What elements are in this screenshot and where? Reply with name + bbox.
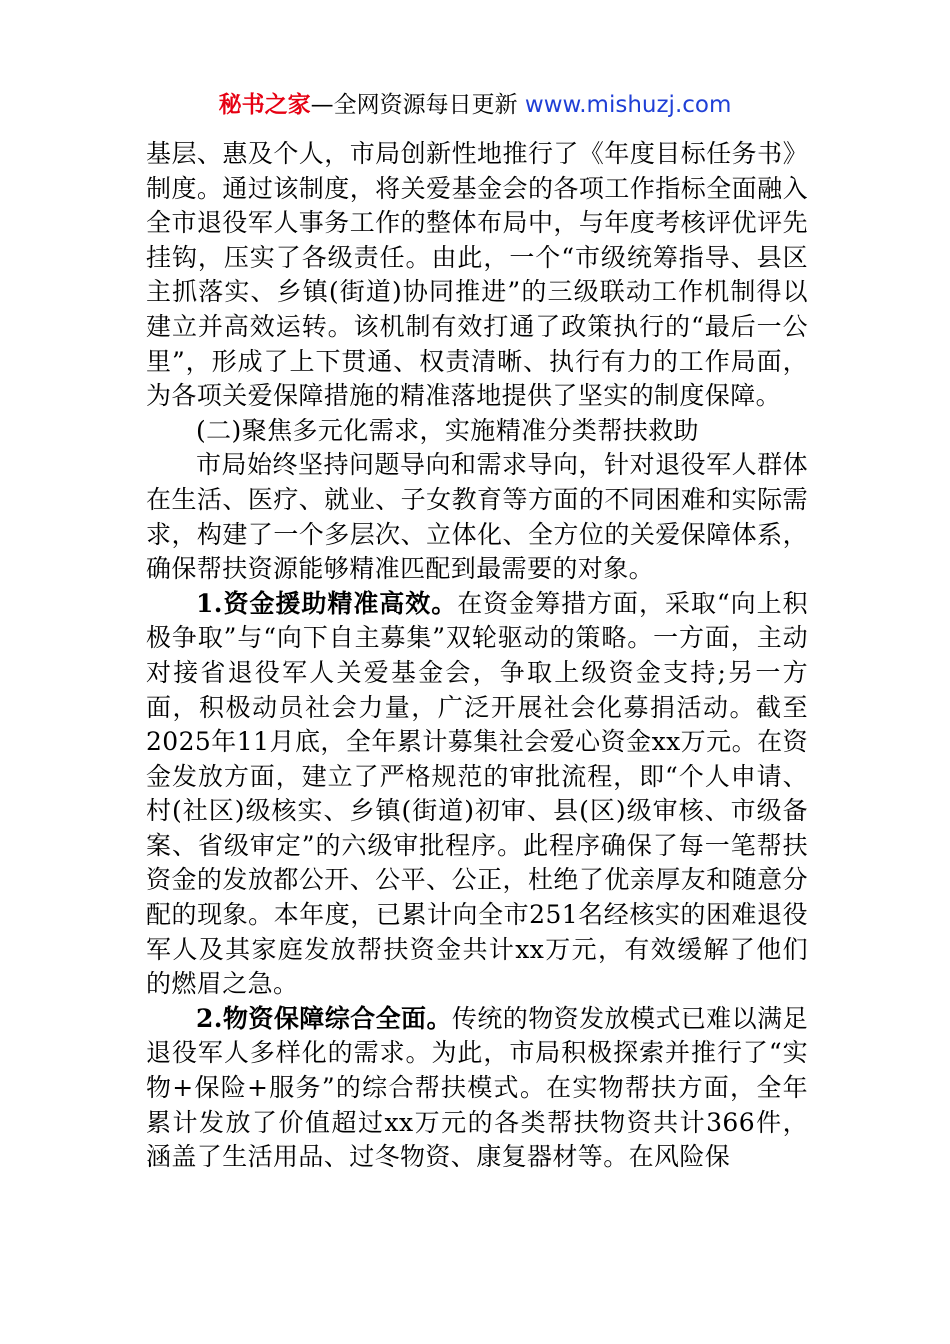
brand-name: 秘书之家 [218,92,311,118]
section-heading [146,414,808,449]
document-body [146,137,808,1175]
paragraph-text: 在资金筹措方面，采取“向上积极争取”与“向下自主募集”双轮驱动的策略。一方面，主动对接省退役军人关爱基金会，争取上级资金支持;另一方面，积极动员社会力量，广泛开展社会化募捐活动。截至2025年11月底，全年累计募集社会爱心资金xx万元。在资金发放方面，建立了严格规范的审批流程，即“个人申请、村(社区)级核实、乡镇(街道)初审、县(区)级审核、市级备案、省级审定”的六级审批程序。此程序确保了每一笔帮扶资金的发放都公开、公平、公正，杜绝了优亲厚友和随意分配的现象。本年度，已累计向全市251名经核实的困难退役军人及其家庭发放帮扶资金共计xx万元，有效缓解了他们的燃眉之急。 [146,588,808,999]
subheading-materials: 2.物资保障综合全面。 [196,1003,452,1033]
website-link[interactable]: www.mishuzj.com [524,92,732,118]
paragraph-funding [146,587,808,1002]
paragraph-text: 传统的物资发放模式已难以满足退役军人多样化的需求。为此，市局积极探索并推行了“实物+保险+服务”的综合帮扶模式。在实物帮扶方面，全年累计发放了价值超过xx万元的各类帮扶物资共计366件，涵盖了生活用品、过冬物资、康复器材等。在风险保 [146,1003,808,1172]
paragraph [146,448,808,586]
page-header [0,88,950,122]
subheading-funding: 1.资金援助精准高效。 [196,588,458,618]
paragraph-text: 基层、惠及个人，市局创新性地推行了《年度目标任务书》制度。通过该制度，将关爱基金会的各项工作指标全面融入全市退役军人事务工作的整体布局中，与年度考核评优评先挂钩，压实了各级责任。由此，一个“市级统筹指导、县区主抓落实、乡镇(街道)协同推进”的三级联动工作机制得以建立并高效运转。该机制有效打通了政策执行的“最后一公里”，形成了上下贯通、权责清晰、执行有力的工作局面，为各项关爱保障措施的精准落地提供了坚实的制度保障。 [146,139,808,411]
paragraph-continuation [146,137,808,414]
paragraph-materials [146,1002,808,1175]
paragraph-text: 市局始终坚持问题导向和需求导向，针对退役军人群体在生活、医疗、就业、子女教育等方面的不同困难和实际需求，构建了一个多层次、立体化、全方位的关爱保障体系，确保帮扶资源能够精准匹配到最需要的对象。 [146,450,808,584]
header-tagline: —全网资源每日更新 [310,92,518,118]
section-heading-text: (二)聚焦多元化需求，实施精准分类帮扶救助 [196,415,699,445]
